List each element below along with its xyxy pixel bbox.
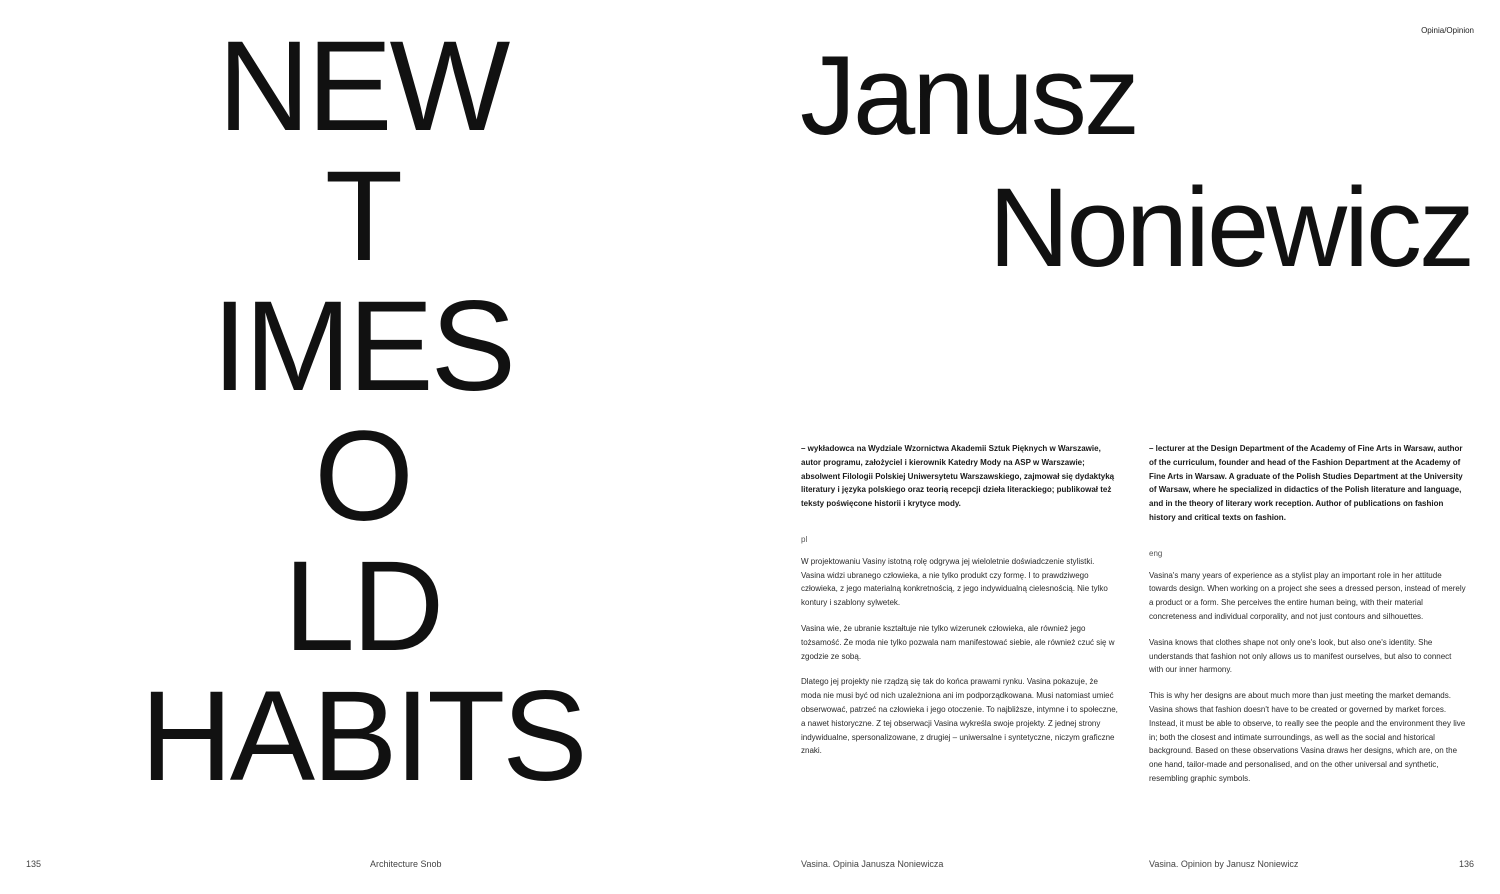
running-head-left: Architecture Snob [370, 859, 442, 869]
author-name [800, 30, 1472, 294]
paragraph-en-2: Vasina knows that clothes shape not only one's look, but also one's identity. She understands that fashion not only allows us to manifest ourselves, but also to connect with our inner harmony. [1149, 637, 1452, 675]
headline-line-ld: LD [283, 535, 442, 678]
paragraph-en-1: Vasina's many years of experience as a stylist play an important role in her attitude towards design. When working on a project she sees a dressed person, instead of merely a product or a form. She perceives the entire human being, with their material concreteness and individual corporality, and not just contours and silhouettes. [1149, 570, 1466, 621]
paragraph-en-3: This is why her designs are about much more than just meeting the market demands. Vasina shows that fashion doesn't have to be created or governed by market forces. Instead, it must be able to observe, to really see the people and the environment they live in; both the closest and intimate surroundings, as well as the social and historical background. Based on these observations Vasina draws her designs, which are, on the one hand, tailor-made and personalised, and on the other universal and synthetic, resembling graphic symbols. [1149, 691, 1466, 783]
headline-new-times-old-habits [0, 15, 725, 808]
page-number-right: 136 [1458, 859, 1474, 869]
headline-line-habits: HABITS [140, 665, 585, 808]
author-bio-pl: – wykładowca na Wydziale Wzornictwa Akademii Sztuk Pięknych w Warszawie, autor programu, założyciel i kierownik Katedry Mody na ASP w Warszawie; absolwent Filologii Polskiej Uniwersytetu Warszawskiego, zajmował się dydaktyką literatury i języka polskiego oraz teorią recepcji dzieła literackiego; publikował też teksty poświęcone historii i krytyce mody. [801, 444, 1115, 509]
author-first-name: Janusz [800, 33, 1137, 158]
section-label: Opinia/Opinion [1421, 26, 1474, 35]
paragraph-pl-1: W projektowaniu Vasiny istotną rolę odgrywa jej wieloletnie doświadczenie stylistki. Vasina widzi ubranego człowieka, a nie tylko produkt czy formę. I to prawdziwego człowieka, z jego materialną konkretnością, z jego indywidualną cielesnością. Nie tylko kontury i szablony sylwetek. [801, 556, 1108, 608]
paragraph-pl-2: Vasina wie, że ubranie kształtuje nie tylko wizerunek człowieka, ale również jego tożsamość. Że moda nie tylko pozwala nam manifestować siebie, ale również czuć się w zgodzie ze sobą. [801, 623, 1115, 661]
paragraph-pl-3: Dlatego jej projekty nie rządzą się tak do końca prawami rynku. Vasina pokazuje, że moda nie musi być od nich uzależniona ani im podporządkowana. Musi natomiast umieć obserwować, patrzeć na człowieka i jego otoczenie. To najbliższe, intymne i to społeczne, a nawet historyczne. Z tej obserwacji Vasina wykreśla swoje projekty. Z jednej strony indywidualne, spersonalizowane, z drugiej – uniwersalne i syntetyczne, niczym graficzne znaki. [801, 677, 1118, 756]
running-head-right-en: Vasina. Opinion by Janusz Noniewicz [1149, 859, 1299, 869]
headline-line-imes: IMES [212, 275, 513, 418]
headline-line-o: O [314, 405, 411, 548]
running-head-right-pl: Vasina. Opinia Janusza Noniewicza [801, 859, 944, 869]
author-last-name: Noniewicz [988, 165, 1472, 290]
polish-column [801, 442, 1119, 770]
language-label-en: eng [1149, 548, 1163, 558]
headline-line-t: T [324, 145, 401, 288]
page-number-left: 135 [26, 859, 42, 869]
headline-line-new: NEW [217, 15, 508, 158]
author-bio-en: – lecturer at the Design Department of the Academy of Fine Arts in Warsaw, author of the curriculum, founder and head of the Fashion Department at the Academy of Fine Arts in Warsaw. A graduate of the Polish Studies Department at the University of Warsaw, where he specialized in didactics of the Polish literature and language, and in the theory of literary work reception. Author of publications on fashion history and critical texts on fashion. [1149, 444, 1463, 522]
english-column [1149, 442, 1467, 798]
language-label-pl: pl [801, 534, 808, 544]
